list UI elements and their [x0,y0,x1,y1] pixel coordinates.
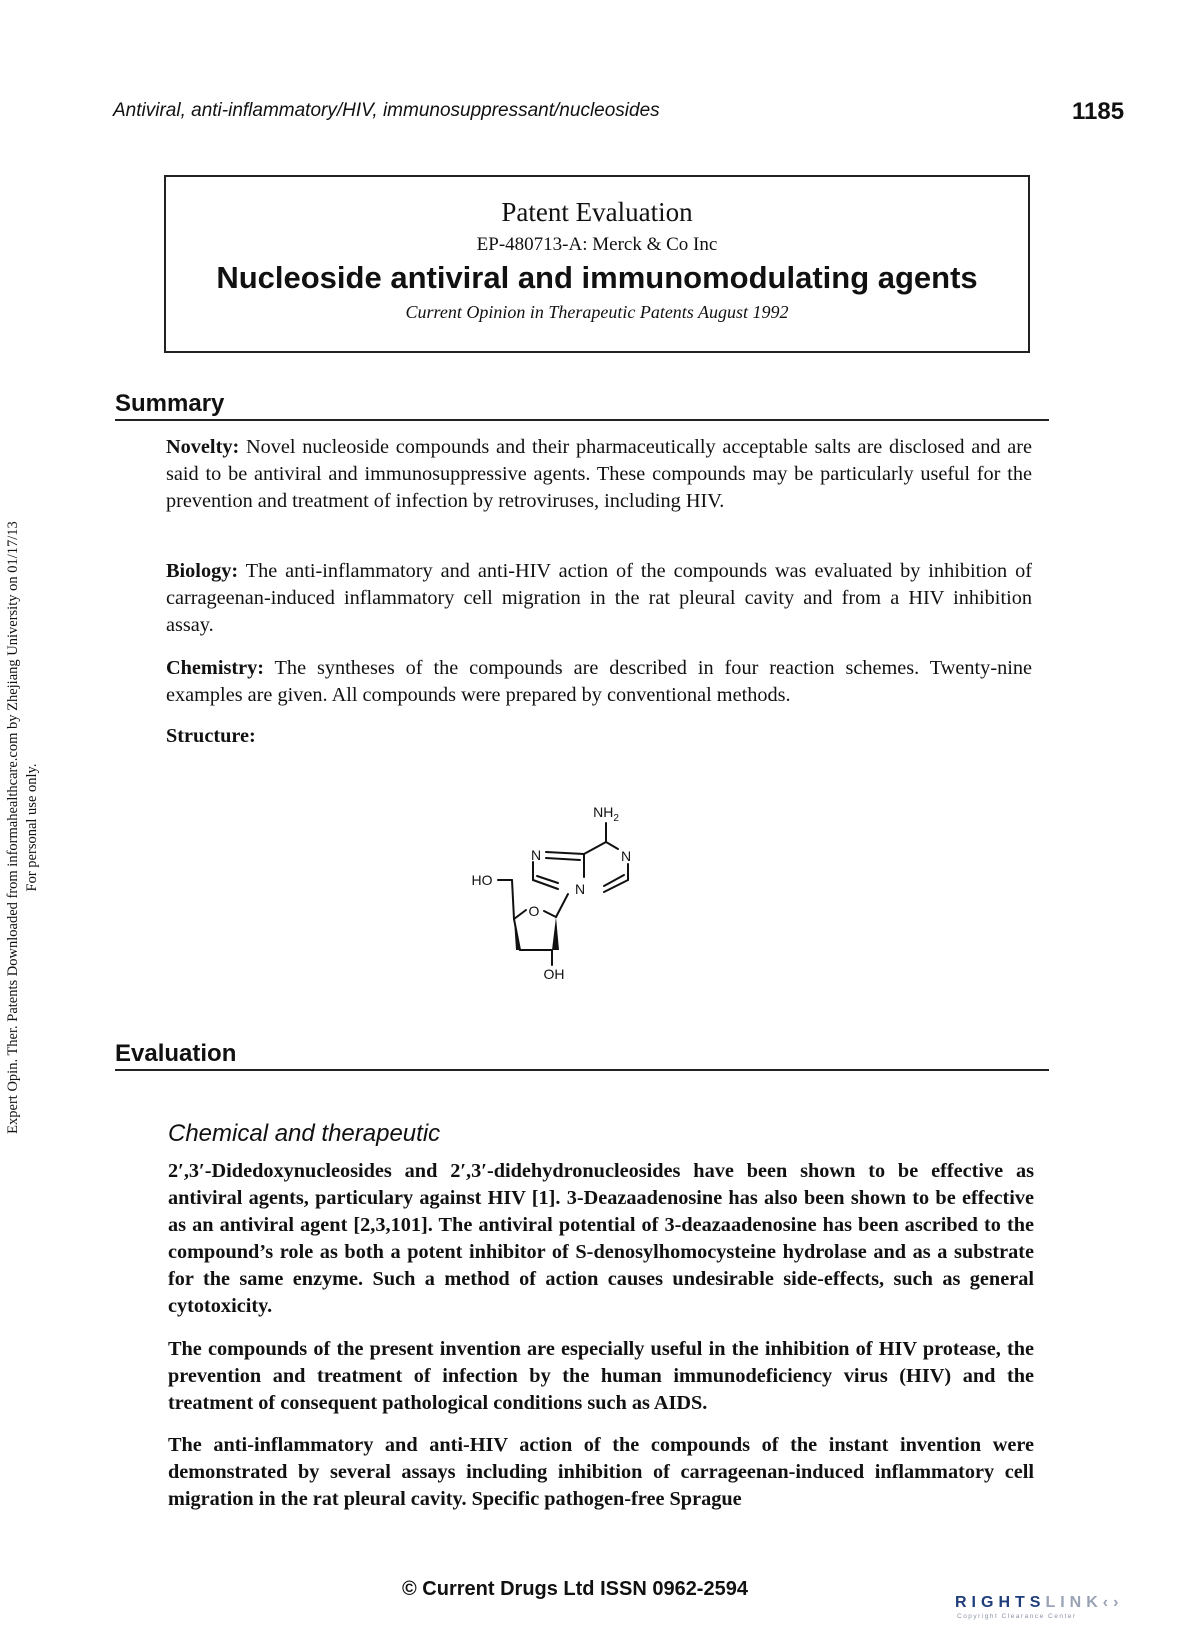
novelty-label: Novelty: [166,436,240,458]
rightslink-logo-rights: RIGHTS [955,1594,1046,1611]
bond [544,911,556,917]
download-notice-line-2: For personal use only. [24,763,40,892]
evaluation-paragraph-3: The anti-inflammatory and anti-HIV action of the compounds of the instant invention were demonstrated by several assays including inhibition of carrageenan-induced inflammatory cell migration in the rat pleural cavity. Specific pathogen-free Sprague [168,1434,1034,1510]
hydroxyl-label: HO [471,872,493,888]
patent-header-box [164,175,1030,353]
biology-paragraph [166,558,1032,639]
rightslink-logo[interactable] [955,1594,1195,1628]
structure-label: Structure: [166,725,256,747]
hydroxyl-label: OH [543,966,565,980]
novelty-paragraph [166,434,1032,515]
subsection-heading: Chemical and therapeutic [168,1120,441,1147]
summary-heading: Summary [115,389,1049,421]
wedge-bond [552,917,559,950]
bond [584,842,606,854]
patent-number: EP-480713-A: Merck & Co Inc [476,234,718,255]
biology-text: The anti-inflammatory and anti-HIV action of the compounds was evaluated by inhibition of carrageenan-induced inflammatory cell migration in the rat pleural cavity and from a HIV inhibition assay. [166,560,1032,636]
download-notice-line-1: Expert Opin. Ther. Patents Downloaded from informahealthcare.com by Zhejiang University on 01/17/13 [5,521,21,1134]
nitrogen-label: N [574,881,586,897]
running-head: Antiviral, anti-inflammatory/HIV, immunosuppressant/nucleosides [113,100,660,121]
nitrogen-label: N [620,848,632,864]
copyright-footer: © Current Drugs Ltd ISSN 0962-2594 [402,1578,748,1600]
bond [546,858,580,860]
bond [512,880,514,919]
bond [546,852,584,854]
arrows-icon: ‹› [1102,1594,1124,1611]
chemistry-paragraph [166,655,1032,709]
biology-label: Biology: [166,560,239,582]
evaluation-paragraph-1: 2′,3′-Didedoxynucleosides and 2′,3′-didehydronucleosides have been shown to be effective as antiviral agents, particulary against HIV [1]. 3-Deazaadenosine has also been shown to be effective as an antiviral agent [2,3,101]. The antiviral potential of 3-deazaadenosine has been ascribed to the compound’s role as both a potent inhibitor of S-denosylhomocysteine hydrolase and as a substrate for the same enzyme. Such a method of action causes undesirable side-effects, such as general cytotoxicity. [168,1160,1034,1317]
page-number: 1185 [1072,98,1125,125]
bond [556,894,568,917]
evaluation-paragraph-2: The compounds of the present invention are especially useful in the inhibition of HIV protease, the prevention and treatment of infection by the human immunodeficiency virus (HIV) and the treatment of consequent pathological conditions such as AIDS. [168,1338,1034,1414]
download-notice [4,460,42,1195]
bond [514,910,526,919]
oxygen-label: O [528,903,540,919]
article-title: Nucleoside antiviral and immunomodulating agents [216,260,978,295]
box-label: Patent Evaluation [501,197,693,227]
bond [606,842,618,849]
evaluation-heading: Evaluation [115,1039,1049,1071]
bond [604,880,628,892]
rightslink-tagline: Copyright Clearance Center [957,1613,1077,1620]
chemistry-label: Chemistry: [166,657,264,679]
chemical-structure-diagram [470,780,690,980]
chemistry-text: The syntheses of the compounds are described in four reaction schemes. Twenty-nine examples are given. All compounds were prepared by conventional methods. [166,657,1032,706]
nitrogen-label: N [530,847,542,863]
nh2-label: $NH_2$ [593,804,619,824]
journal-citation: Current Opinion in Therapeutic Patents August 1992 [405,302,789,322]
novelty-text: Novel nucleoside compounds and their pharmaceutically acceptable salts are disclosed and are said to be antiviral and immunosuppressive agents. These compounds may be particularly useful for the prevention and treatment of infection by retroviruses, including HIV. [166,436,1032,512]
rightslink-logo-link: LINK [1045,1594,1103,1611]
